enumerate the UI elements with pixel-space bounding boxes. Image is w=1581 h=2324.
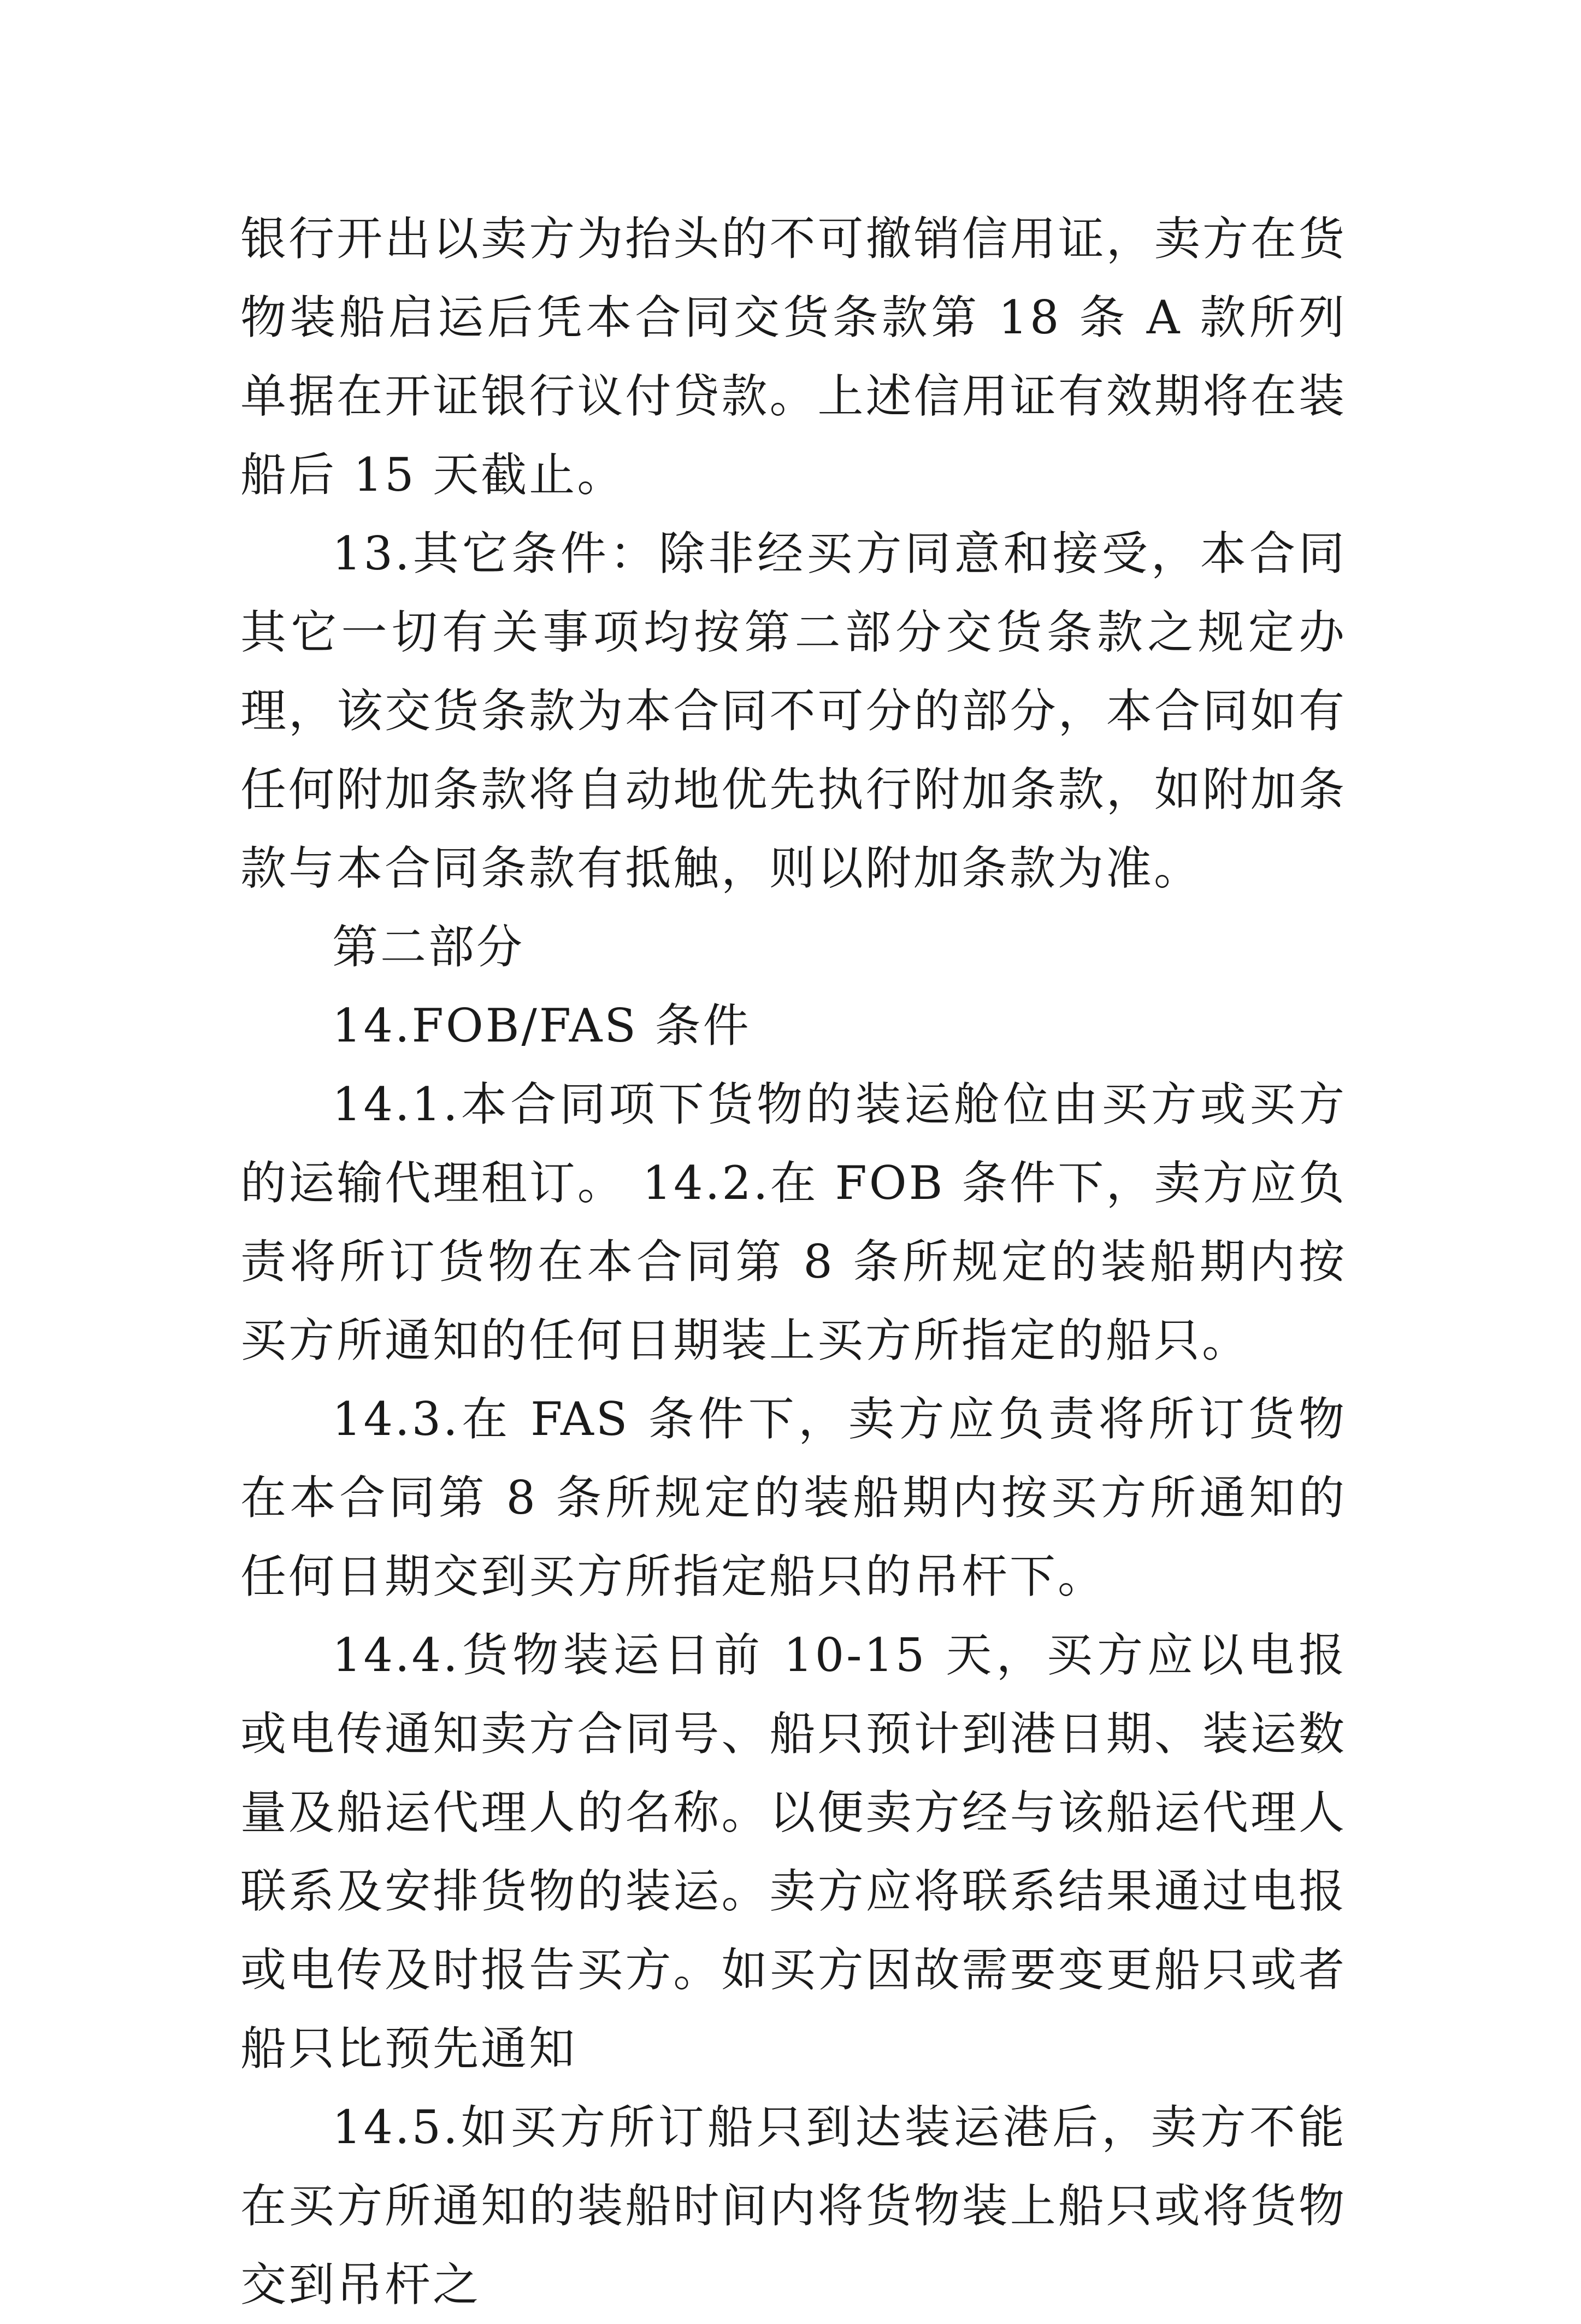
paragraph-clause-14-1-14-2: 14.1.本合同项下货物的装运舱位由买方或买方的运输代理租订。 14.2.在 FOB 条件下，卖方应负责将所订货物在本合同第 8 条所规定的装船期内按买方所通知的任何日期装上买方所指定的船只。 bbox=[240, 1078, 1347, 1367]
paragraph-clause-14-3: 14.3.在 FAS 条件下，卖方应负责将所订货物在本合同第 8 条所规定的装船期内按买方所通知的任何日期交到买方所指定船只的吊杆下。 bbox=[240, 1392, 1347, 1603]
paragraph-clause-14-4: 14.4.货物装运日前 10-15 天，买方应以电报或电传通知卖方合同号、船只预计到港日期、装运数量及船运代理人的名称。以便卖方经与该船运代理人联系及安排货物的装运。卖方应将联系结果通过电报或电传及时报告买方。如买方因故需要变更船只或者船只比预先通知 bbox=[240, 1628, 1347, 2075]
clause-heading-14-fob-fas: 14.FOB/FAS 条件 bbox=[332, 999, 751, 1052]
contract-body-text bbox=[240, 199, 1347, 2324]
section-heading-part-two: 第二部分 bbox=[332, 920, 525, 974]
paragraph-letter-of-credit: 银行开出以卖方为抬头的不可撤销信用证，卖方在货物装船启运后凭本合同交货条款第 18 条 A 款所列单据在开证银行议付贷款。上述信用证有效期将在装船后 15 天截止。 bbox=[240, 212, 1347, 502]
paragraph-clause-14-5: 14.5.如买方所订船只到达装运港后，卖方不能在买方所通知的装船时间内将货物装上船只或将货物交到吊杆之 bbox=[240, 2101, 1347, 2311]
paragraph-clause-13-other-conditions: 13.其它条件：除非经买方同意和接受，本合同其它一切有关事项均按第二部分交货条款之规定办理，该交货条款为本合同不可分的部分，本合同如有任何附加条款将自动地优先执行附加条款，如附加条款与本合同条款有抵触，则以附加条款为准。 bbox=[240, 527, 1347, 895]
